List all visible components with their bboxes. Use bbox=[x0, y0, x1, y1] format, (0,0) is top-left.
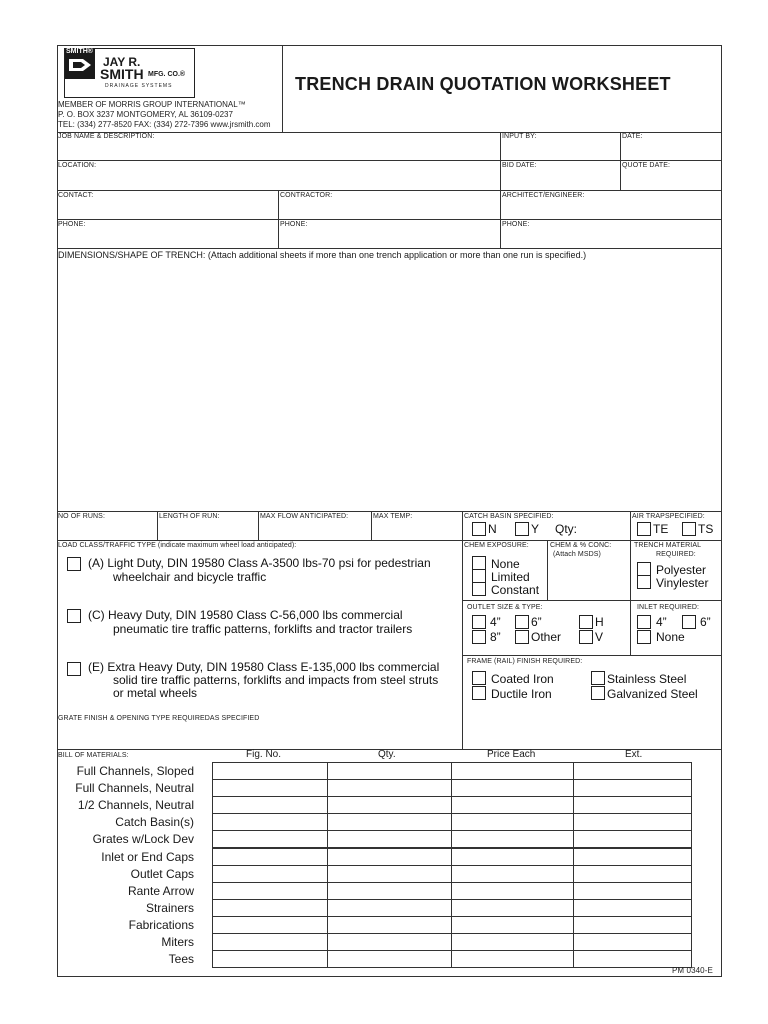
bom-ext-cell[interactable] bbox=[573, 762, 692, 780]
outlet-label: OUTLET SIZE & TYPE: bbox=[467, 604, 543, 611]
outlet-v-label: V bbox=[595, 630, 604, 644]
bom-col-price: Price Each bbox=[487, 749, 536, 760]
contractor-field[interactable]: CONTRACTOR: bbox=[280, 192, 333, 199]
chem-none-checkbox[interactable] bbox=[472, 556, 486, 570]
bom-fig-cell[interactable] bbox=[212, 848, 328, 866]
bom-price-cell[interactable] bbox=[451, 865, 574, 883]
outlet-6-checkbox[interactable] bbox=[515, 615, 529, 629]
catch-basin-n-label: N bbox=[488, 522, 497, 536]
bom-price-cell[interactable] bbox=[451, 950, 574, 968]
company-logo bbox=[64, 48, 195, 98]
trench-material-label2: REQUIRED: bbox=[656, 551, 696, 558]
bom-ext-cell[interactable] bbox=[573, 899, 692, 917]
bom-qty-cell[interactable] bbox=[327, 916, 452, 934]
bom-row-label: Full Channels, Neutral bbox=[75, 781, 194, 795]
bom-row-label: Miters bbox=[161, 935, 194, 949]
bom-fig-cell[interactable] bbox=[212, 865, 328, 883]
bom-ext-cell[interactable] bbox=[573, 916, 692, 934]
chem-conc-note: (Attach MSDS) bbox=[553, 551, 601, 558]
inlet-4-checkbox[interactable] bbox=[637, 615, 651, 629]
bom-col-ext: Ext. bbox=[625, 749, 643, 760]
bom-qty-cell[interactable] bbox=[327, 865, 452, 883]
bom-col-qty: Qty. bbox=[378, 749, 396, 760]
date-field[interactable]: DATE: bbox=[622, 133, 643, 140]
chem-limited-label: Limited bbox=[491, 570, 530, 584]
bom-row-label: Tees bbox=[168, 952, 194, 966]
length-of-run-field[interactable]: LENGTH OF RUN: bbox=[159, 513, 220, 520]
bom-price-cell[interactable] bbox=[451, 830, 574, 848]
outlet-other-label: Other bbox=[531, 630, 562, 644]
bom-row-label: Full Channels, Sloped bbox=[76, 764, 194, 778]
max-temp-field[interactable]: MAX TEMP: bbox=[373, 513, 413, 520]
load-class-a-line2: wheelchair and bicycle traffic bbox=[113, 570, 267, 584]
bom-qty-cell[interactable] bbox=[327, 933, 452, 951]
air-trap-te-checkbox[interactable] bbox=[637, 522, 651, 536]
finish-coated-checkbox[interactable] bbox=[472, 671, 486, 685]
chem-constant-checkbox[interactable] bbox=[472, 582, 486, 596]
bom-row-label: 1/2 Channels, Neutral bbox=[77, 798, 194, 812]
logo-mfg: MFG. CO.® bbox=[148, 71, 186, 78]
outlet-h-label: H bbox=[595, 615, 604, 629]
catch-basin-y-checkbox[interactable] bbox=[515, 522, 529, 536]
material-polyester-label: Polyester bbox=[656, 563, 707, 577]
bom-ext-cell[interactable] bbox=[573, 865, 692, 883]
outlet-v-checkbox[interactable] bbox=[579, 630, 593, 644]
catch-basin-n-checkbox[interactable] bbox=[472, 522, 486, 536]
load-class-e-checkbox[interactable] bbox=[67, 662, 81, 676]
load-class-c-line2: pneumatic tire traffic patterns, forklifts and tractor trailers bbox=[113, 622, 413, 636]
address-line: P. O. BOX 3237 MONTGOMERY, AL 36109-0237 bbox=[58, 110, 233, 119]
contact-field[interactable]: CONTACT: bbox=[58, 192, 94, 199]
bom-ext-cell[interactable] bbox=[573, 813, 692, 831]
chem-exposure-label: CHEM EXPOSURE: bbox=[464, 542, 529, 549]
bom-price-cell[interactable] bbox=[451, 933, 574, 951]
catch-basin-label: CATCH BASIN SPECIFIED: bbox=[464, 513, 554, 520]
material-vinylester-label: Vinylester bbox=[656, 576, 709, 590]
bom-row-label: Rante Arrow bbox=[127, 884, 194, 898]
outlet-8-label: 8” bbox=[490, 630, 501, 644]
outlet-other-checkbox[interactable] bbox=[515, 630, 529, 644]
phone-field-contractor[interactable]: PHONE: bbox=[280, 221, 308, 228]
bom-fig-cell[interactable] bbox=[212, 762, 328, 780]
bom-qty-cell[interactable] bbox=[327, 899, 452, 917]
phone-field-contact[interactable]: PHONE: bbox=[58, 221, 86, 228]
bid-date-field[interactable]: BID DATE: bbox=[502, 162, 537, 169]
logo-name-line2: SMITH bbox=[100, 66, 144, 82]
bom-row-label: Grates w/Lock Dev bbox=[92, 832, 194, 846]
job-name-field[interactable]: JOB NAME & DESCRIPTION: bbox=[58, 133, 155, 140]
contact-line: TEL: (334) 277-8520 FAX: (334) 272-7396 www.jrsmith.com bbox=[58, 120, 271, 129]
bom-ext-cell[interactable] bbox=[573, 882, 692, 900]
bom-price-cell[interactable] bbox=[451, 882, 574, 900]
air-trap-ts-checkbox[interactable] bbox=[682, 522, 696, 536]
inlet-label: INLET REQUIRED: bbox=[637, 604, 700, 611]
frame-finish-label: FRAME (RAIL) FINISH REQUIRED: bbox=[467, 658, 583, 665]
bom-qty-cell[interactable] bbox=[327, 779, 452, 797]
load-class-e-line3: or metal wheels bbox=[113, 686, 198, 700]
outlet-4-checkbox[interactable] bbox=[472, 615, 486, 629]
material-vinylester-checkbox[interactable] bbox=[637, 575, 651, 589]
bom-qty-cell[interactable] bbox=[327, 813, 452, 831]
bom-fig-cell[interactable] bbox=[212, 882, 328, 900]
bom-qty-cell[interactable] bbox=[327, 950, 452, 968]
bom-ext-cell[interactable] bbox=[573, 796, 692, 814]
bom-fig-cell[interactable] bbox=[212, 950, 328, 968]
catch-basin-y-label: Y bbox=[531, 522, 540, 536]
inlet-4-label: 4” bbox=[656, 615, 667, 629]
grate-finish-field[interactable]: GRATE FINISH & OPENING TYPE REQUIREDAS SPECIFIED bbox=[58, 715, 260, 722]
bom-price-cell[interactable] bbox=[451, 796, 574, 814]
bom-qty-cell[interactable] bbox=[327, 848, 452, 866]
air-trap-ts-label: TS bbox=[698, 522, 714, 536]
location-field[interactable]: LOCATION: bbox=[58, 162, 97, 169]
load-class-a-line1: (A) Light Duty, DIN 19580 Class A-3500 lbs-70 psi for pedestrian bbox=[88, 556, 431, 570]
bom-row-label: Strainers bbox=[145, 901, 194, 915]
material-polyester-checkbox[interactable] bbox=[637, 562, 651, 576]
logo-division: DRAINAGE SYSTEMS bbox=[105, 83, 173, 89]
bom-qty-cell[interactable] bbox=[327, 882, 452, 900]
chem-none-label: None bbox=[491, 557, 520, 571]
finish-galvanized-checkbox[interactable] bbox=[591, 686, 605, 700]
no-of-runs-field[interactable]: NO OF RUNS: bbox=[58, 513, 105, 520]
chem-constant-label: Constant bbox=[491, 583, 540, 597]
inlet-none-label: None bbox=[656, 630, 685, 644]
finish-stainless-label: Stainless Steel bbox=[607, 672, 687, 686]
chem-conc-field[interactable]: CHEM & % CONC: bbox=[550, 542, 612, 549]
inlet-6-checkbox[interactable] bbox=[682, 615, 696, 629]
bom-row-label: Inlet or End Caps bbox=[101, 850, 194, 864]
chem-limited-checkbox[interactable] bbox=[472, 569, 486, 583]
finish-ductile-label: Ductile Iron bbox=[491, 687, 552, 701]
bom-row-label: Fabrications bbox=[128, 918, 194, 932]
finish-galvanized-label: Galvanized Steel bbox=[607, 687, 698, 701]
form-code: PM 0340-E bbox=[672, 966, 713, 975]
load-class-c-checkbox[interactable] bbox=[67, 609, 81, 623]
inlet-6-label: 6” bbox=[700, 615, 711, 629]
architect-field[interactable]: ARCHITECT/ENGINEER: bbox=[502, 192, 585, 199]
load-class-a-checkbox[interactable] bbox=[67, 557, 81, 571]
bom-ext-cell[interactable] bbox=[573, 848, 692, 866]
bom-fig-cell[interactable] bbox=[212, 916, 328, 934]
catch-basin-qty-label[interactable]: Qty: bbox=[555, 522, 578, 536]
finish-coated-label: Coated Iron bbox=[491, 672, 554, 686]
load-class-e-line1: (E) Extra Heavy Duty, DIN 19580 Class E-135,000 lbs commercial bbox=[88, 660, 440, 674]
outlet-4-label: 4” bbox=[490, 615, 501, 629]
logo-brand-small: SMITH® bbox=[66, 48, 93, 55]
bom-ext-cell[interactable] bbox=[573, 830, 692, 848]
air-trap-te-label: TE bbox=[653, 522, 669, 536]
max-flow-field[interactable]: MAX FLOW ANTICIPATED: bbox=[260, 513, 349, 520]
bom-label: BILL OF MATERIALS: bbox=[58, 752, 129, 759]
phone-field-architect[interactable]: PHONE: bbox=[502, 221, 530, 228]
bom-row-label: Catch Basin(s) bbox=[115, 815, 194, 829]
bom-row-label: Outlet Caps bbox=[130, 867, 194, 881]
trench-material-label1: TRENCH MATERIAL bbox=[634, 542, 702, 549]
bom-ext-cell[interactable] bbox=[573, 779, 692, 797]
bom-price-cell[interactable] bbox=[451, 848, 574, 866]
bom-qty-cell[interactable] bbox=[327, 796, 452, 814]
page-title: TRENCH DRAIN QUOTATION WORKSHEET bbox=[295, 74, 671, 94]
outlet-8-checkbox[interactable] bbox=[472, 630, 486, 644]
logo-name-line1: JAY R. bbox=[103, 55, 141, 69]
bom-qty-cell[interactable] bbox=[327, 830, 452, 848]
bom-price-cell[interactable] bbox=[451, 916, 574, 934]
bom-fig-cell[interactable] bbox=[212, 813, 328, 831]
air-trap-label: AIR TRAPSPECIFIED: bbox=[632, 513, 705, 520]
finish-ductile-checkbox[interactable] bbox=[472, 686, 486, 700]
bom-qty-cell[interactable] bbox=[327, 762, 452, 780]
bom-ext-cell[interactable] bbox=[573, 933, 692, 951]
finish-stainless-checkbox[interactable] bbox=[591, 671, 605, 685]
bom-fig-cell[interactable] bbox=[212, 933, 328, 951]
outlet-h-checkbox[interactable] bbox=[579, 615, 593, 629]
dimensions-area[interactable]: DIMENSIONS/SHAPE OF TRENCH: (Attach additional sheets if more than one trench application or more than one run is specified.) bbox=[58, 250, 587, 260]
bom-price-cell[interactable] bbox=[451, 762, 574, 780]
input-by-field[interactable]: INPUT BY: bbox=[502, 133, 537, 140]
quote-date-field[interactable]: QUOTE DATE: bbox=[622, 162, 671, 169]
bom-price-cell[interactable] bbox=[451, 779, 574, 797]
bom-fig-cell[interactable] bbox=[212, 899, 328, 917]
member-line: MEMBER OF MORRIS GROUP INTERNATIONAL™ bbox=[58, 100, 246, 109]
load-class-e-line2: solid tire traffic patterns, forklifts and impacts from steel struts bbox=[113, 673, 439, 687]
bom-fig-cell[interactable] bbox=[212, 779, 328, 797]
outlet-6-label: 6” bbox=[531, 615, 542, 629]
bom-fig-cell[interactable] bbox=[212, 796, 328, 814]
load-class-label: LOAD CLASS/TRAFFIC TYPE (indicate maximum wheel load anticipated): bbox=[58, 542, 297, 549]
bom-col-fig: Fig. No. bbox=[246, 749, 282, 760]
bom-price-cell[interactable] bbox=[451, 813, 574, 831]
load-class-c-line1: (C) Heavy Duty, DIN 19580 Class C-56,000 lbs commercial bbox=[88, 608, 403, 622]
bom-price-cell[interactable] bbox=[451, 899, 574, 917]
bom-fig-cell[interactable] bbox=[212, 830, 328, 848]
inlet-none-checkbox[interactable] bbox=[637, 630, 651, 644]
